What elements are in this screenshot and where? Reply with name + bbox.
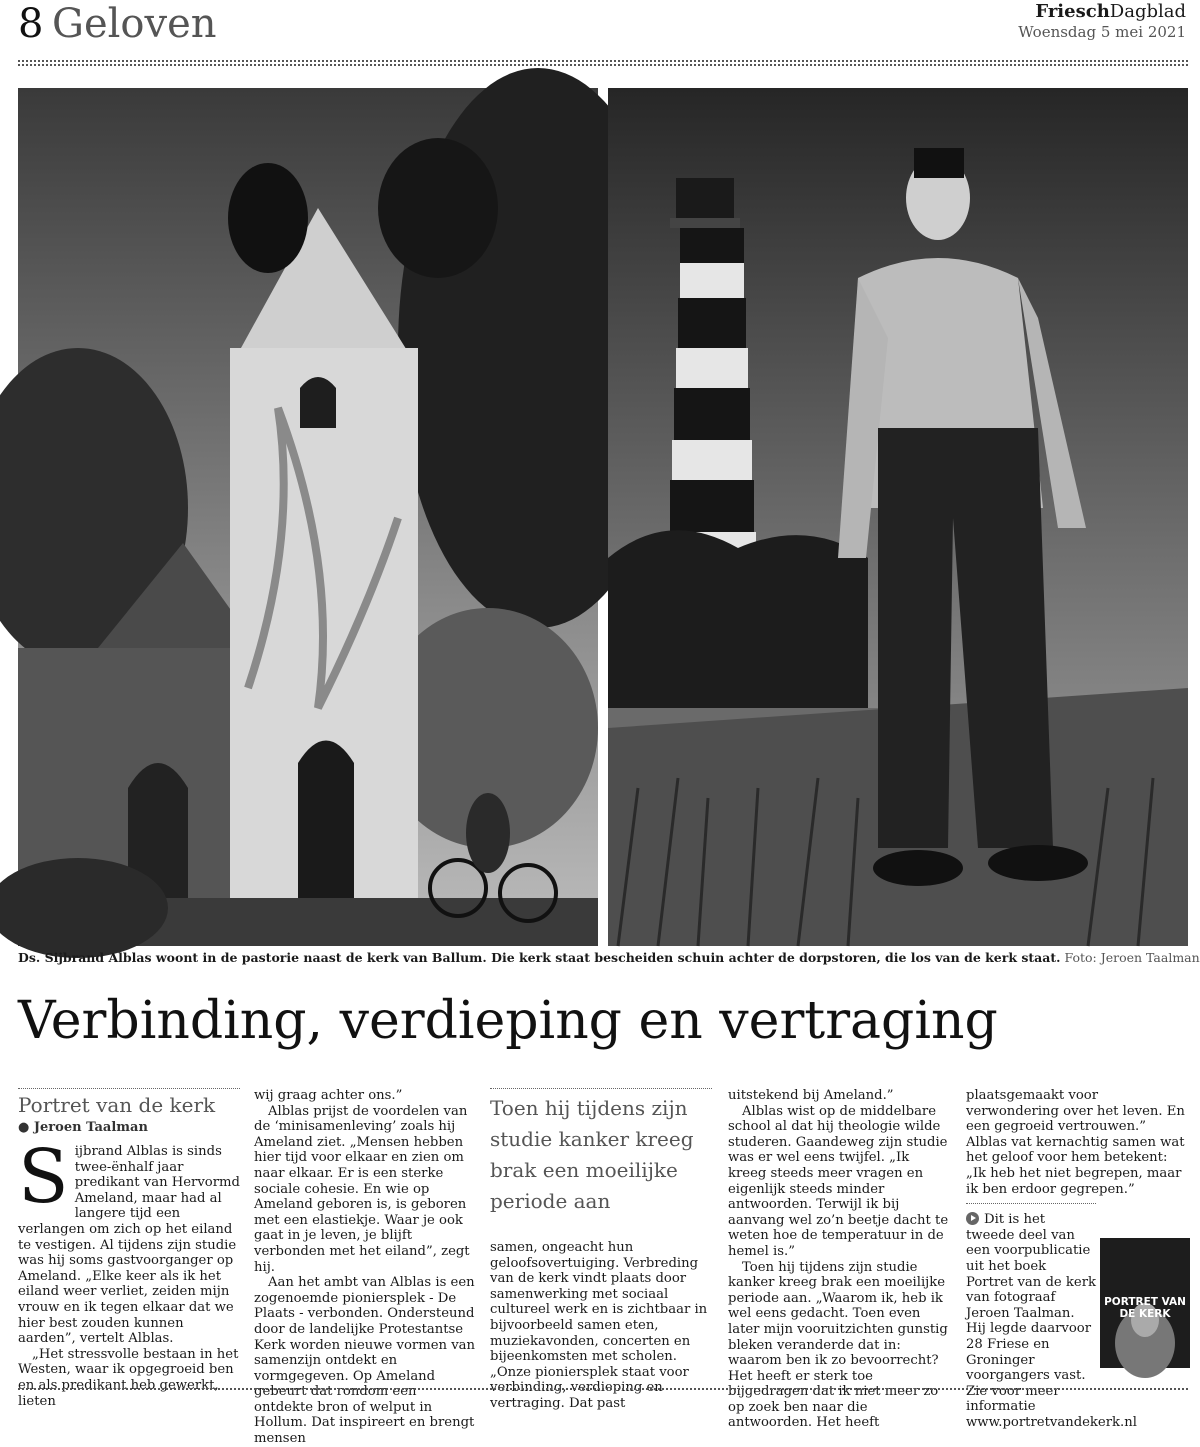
- article-paragraph: „Het stressvolle bestaan in het Westen, waar ik opgegroeid ben en als predikant heb gewerkt, lieten: [18, 1346, 239, 1409]
- brand-bold: Friesch: [1035, 1, 1110, 22]
- article-column-1: [18, 1088, 240, 1409]
- author-name: Jeroen Taalman: [33, 1120, 148, 1135]
- page-header: [18, 0, 1188, 52]
- book-info-box: [966, 1203, 1137, 1430]
- article-paragraph: Alblas prijst de voordelen van de ‘minisamenleving’ zoals hij Ameland ziet. „Mensen hebben hier tijd voor elkaar en zien om naar elkaar. Er is een sterke sociale cohesie. En wie op Ameland geboren is, is geboren met een elastiekje. Waar je ook gaat in je leven, je blijft verbonden met het eiland”, zegt hij.: [254, 1103, 470, 1275]
- newspaper-brand: [1035, 2, 1186, 22]
- header-divider: [18, 60, 1188, 66]
- article-paragraph: samen, ongeacht hun geloofsovertuiging. Verbreding van de kerk vindt plaats door samenwerking met sociaal cultureel werk en is zichtbaar in bijvoorbeeld samen eten, muziekavonden, concerten en bijeenkomsten met scholen. „Onze pioniersplek staat voor verbinding, verdieping en vertraging. Dat past: [490, 1240, 708, 1411]
- article-paragraph: wij graag achter ons.”: [254, 1088, 403, 1103]
- article-paragraph: Alblas wist op de middelbare school al dat hij theologie wilde studeren. Gaandeweg zijn studie was er wel eens twijfel. „Ik kreeg steeds meer vragen en eigenlijk steeds minder antwoorden. Terwijl ik bij aanvang wel zo’n beetje dacht te weten hoe de temperatuur in de hemel is.”: [728, 1103, 949, 1259]
- article-kicker: Portret van de kerk: [18, 1088, 240, 1117]
- play-icon: [966, 1212, 979, 1225]
- book-info-text: Dit is het tweede deel van een voorpublicatie uit het boek Portret van de kerk van fotograaf Jeroen Taalman. Hij legde daarvoor 28 Friese en Groninger voorgangers vast. Zie voor meer informatie www.portretvandekerk.nl: [966, 1212, 1137, 1430]
- article-paragraph: [18, 1134, 240, 1347]
- book-cover-image: [1100, 1238, 1190, 1368]
- section-title: Geloven: [52, 1, 217, 47]
- church-photo: [18, 88, 598, 946]
- page-number: 8: [18, 1, 44, 47]
- article-paragraph: Toen hij tijdens zijn studie kanker kreeg brak een moeilijke periode aan. „Waarom ik, heb ik wel eens gedacht. Toen even later mijn vooruitzichten gunstig bleken veranderde dat in: waarom ben ik zo bevoorrecht? Het heeft er sterk toe bijgedragen dat ik niet meer zo op zoek ben naar die antwoorden. Het heeft: [728, 1259, 948, 1431]
- article-author: [18, 1120, 240, 1136]
- article-column-4: [728, 1088, 950, 1431]
- article-paragraph: Aan het ambt van Alblas is een zogenoemde pioniersplek - De Plaats - verbonden. Ondersteund door de landelijke Protestantse Kerk worden nieuwe vormen van samenzijn ontdekt en vormgegeven. Op Ameland gebeurt dat rondom een ontdekte bron of welput in Hollum. Dat inspireert en brengt mensen: [254, 1275, 476, 1447]
- photo-caption: [18, 950, 1200, 966]
- article-paragraph: uitstekend bij Ameland.”: [728, 1088, 894, 1103]
- drop-cap: S: [18, 1134, 69, 1220]
- caption-text: Ds. Sijbrand Alblas woont in de pastorie naast de kerk van Ballum. Die kerk staat bescheiden schuin achter de dorpstoren, die los van de kerk staat.: [18, 950, 1061, 965]
- paragraph-text: ijbrand Alblas is sinds twee-ënhalf jaar predikant van Hervormd Ameland, maar had al langere tijd een verlangen om zich op het eiland te vestigen. Al tijdens zijn studie was hij soms gastvoorganger op Ameland. „Elke keer als ik het eiland weer verliet, zeiden mijn vrouw en ik tegen elkaar dat we hier best zouden kunnen aarden”, vertelt Alblas.: [18, 1144, 240, 1347]
- issue-date: Woensdag 5 mei 2021: [1018, 23, 1186, 41]
- pull-quote: Toen hij tijdens zijn studie kanker kreeg brak een moeilijke periode aan: [490, 1088, 712, 1217]
- photo-credit: Foto: Jeroen Taalman: [1064, 950, 1200, 965]
- book-title: PORTRET VAN DE KERK: [1104, 1296, 1186, 1320]
- person-icon: ●: [18, 1120, 30, 1135]
- article-column-2: [254, 1088, 476, 1447]
- article-column-3: [490, 1088, 712, 1217]
- headline: Verbinding, verdieping en vertraging: [18, 991, 998, 1051]
- article-paragraph: plaatsgemaakt voor verwondering over het leven. En een gegroeid vertrouwen.” Alblas vat kernachtig samen wat het geloof voor hem betekent: „Ik heb het niet begrepen, maar ik ben erdoor gegrepen.”: [966, 1088, 1185, 1197]
- article-column-3-text: [490, 1240, 712, 1412]
- brand-light: Dagblad: [1109, 1, 1186, 22]
- lighthouse-portrait-photo: [608, 88, 1188, 946]
- footer-divider: [18, 1388, 1188, 1392]
